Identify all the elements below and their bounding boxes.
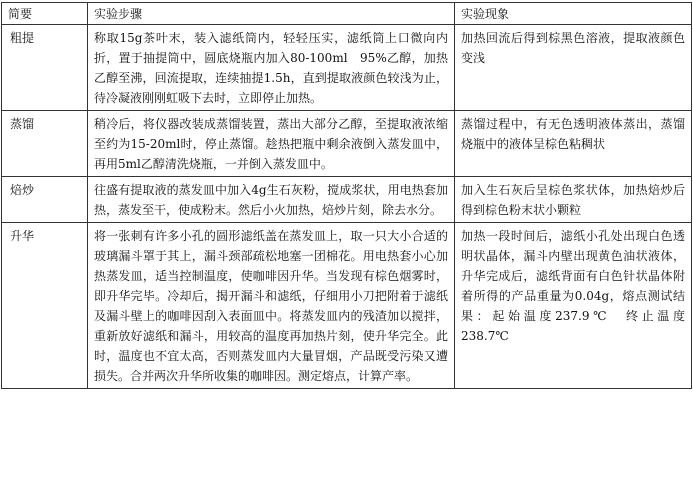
stage-cell: 焙炒	[2, 177, 88, 223]
header-row	[2, 3, 692, 25]
header-brief: 简要	[2, 3, 88, 25]
observation-cell: 蒸馏过程中，有无色透明液体蒸出，蒸馏烧瓶中的液体呈棕色粘稠状	[455, 111, 692, 177]
stage-cell: 粗提	[2, 25, 88, 111]
observation-cell: 加热一段时间后，滤纸小孔处出现白色透明状晶体，漏斗内壁出现黄色油状液体，升华完成后，滤纸背面有白色针状晶体附着所得的产品重量为0.04g，熔点测试结果：起始温度237.9℃ 终止温度238.7℃	[455, 223, 692, 389]
observation-cell: 加热回流后得到棕黑色溶液，提取液颜色变浅	[455, 25, 692, 111]
step-cell: 将一张刺有许多小孔的圆形滤纸盖在蒸发皿上，取一只大小合适的玻璃漏斗罩于其上，漏斗颈部疏松地塞一团棉花。用电热套小心加热蒸发皿，适当控制温度，使咖啡因升华。当发现有棕色烟雾时，即升华完毕。冷却后，揭开漏斗和滤纸，仔细用小刀把附着于滤纸及漏斗壁上的咖啡因刮入表面皿中。将蒸发皿内的残渣加以搅拌，重新放好滤纸和漏斗，用较高的温度再加热片刻，使升华完全。此时，温度也不宜太高，否则蒸发皿内大量冒烟，产品既受污染又遭损失。合并两次升华所收集的咖啡因。测定熔点，计算产率。	[88, 223, 455, 389]
step-cell: 稍冷后，将仪器改装成蒸馏装置，蒸出大部分乙醇，至提取液浓缩至约为15-20ml时，停止蒸馏。趁热把瓶中剩余液倒入蒸发皿中，再用5ml乙醇清洗烧瓶，一并倒入蒸发皿中。	[88, 111, 455, 177]
table-row	[2, 111, 692, 177]
table-row	[2, 223, 692, 389]
table-row	[2, 25, 692, 111]
table-body	[2, 25, 692, 389]
header-steps: 实验步骤	[88, 3, 455, 25]
observation-cell: 加入生石灰后呈棕色浆状体，加热焙炒后得到棕色粉末状小颗粒	[455, 177, 692, 223]
stage-cell: 升华	[2, 223, 88, 389]
step-cell: 称取15g茶叶末，装入滤纸筒内，轻轻压实，滤纸筒上口微向内折，置于抽提筒中，圆底烧瓶内加入80-100ml 95%乙醇，加热乙醇至沸，回流提取，连续抽提1.5h，直到提取液颜色较浅为止，待冷凝液刚刚虹吸下去时，立即停止加热。	[88, 25, 455, 111]
step-cell: 往盛有提取液的蒸发皿中加入4g生石灰粉，搅成浆状，用电热套加热，蒸发至干，使成粉末。然后小火加热，焙炒片刻，除去水分。	[88, 177, 455, 223]
header-observations: 实验现象	[455, 3, 692, 25]
table-row	[2, 177, 692, 223]
table-header	[2, 3, 692, 25]
stage-cell: 蒸馏	[2, 111, 88, 177]
experiment-table	[1, 2, 692, 389]
